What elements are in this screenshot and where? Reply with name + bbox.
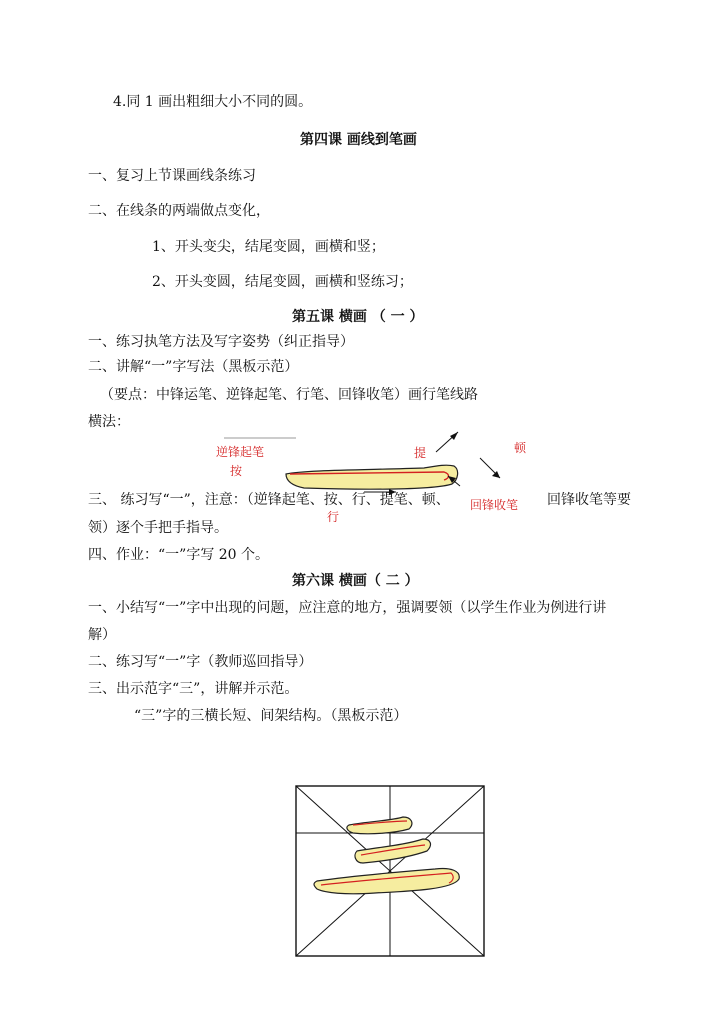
lesson5-item3-end: 回锋收笔等要 bbox=[547, 492, 631, 508]
lesson6-item3: 三、出示范字“三”，讲解并示范。 bbox=[88, 681, 299, 697]
heng-stroke-shape bbox=[286, 465, 458, 489]
label-an: 按 bbox=[230, 464, 243, 478]
lesson5-item3-start: 三、 练习写“一”，注意：（逆锋起笔、按、行、提笔、顿、 bbox=[88, 492, 450, 508]
lesson6-item2: 二、练习写“一”字（教师巡回指导） bbox=[88, 654, 313, 670]
lesson5-item2: 二、讲解“一”字写法（黑板示范） bbox=[88, 359, 299, 375]
label-huifeng-shoubi: 回锋收笔 bbox=[470, 498, 519, 512]
lesson6-item1-line2: 解） bbox=[88, 627, 116, 643]
lesson6-item1-line1: 一、小结写“一”字中出现的问题，应注意的地方，强调要领（以学生作业为例进行讲 bbox=[88, 600, 607, 616]
lesson5-item3-cont: 领）逐个手把手指导。 bbox=[88, 520, 228, 536]
lesson4-item2: 二、在线条的两端做点变化， bbox=[88, 203, 270, 219]
lesson6-note: “三”字的三横长短、间架结构。（黑板示范） bbox=[134, 708, 408, 724]
mi-grid-san bbox=[295, 785, 485, 957]
heng-label: 横法： bbox=[88, 414, 130, 430]
lesson4-item1: 一、复习上节课画线条练习 bbox=[88, 168, 256, 184]
lesson5-item4: 四、作业：“一”字写 20 个。 bbox=[88, 547, 270, 563]
lesson5-note: （要点：中锋运笔、逆锋起笔、行笔、回锋收笔）画行笔线路 bbox=[100, 387, 478, 403]
lesson6-title: 第六课 横画（ 二 ） bbox=[292, 573, 419, 589]
label-ti: 提 bbox=[414, 446, 427, 460]
lesson5-title: 第五课 横画 （ 一 ） bbox=[292, 309, 424, 325]
label-dun: 顿 bbox=[514, 441, 527, 455]
label-nifeng-qibi: 逆锋起笔 bbox=[216, 445, 265, 459]
item-4-circles: 4.同 1 画出粗细大小不同的圆。 bbox=[113, 94, 313, 110]
label-xing: 行 bbox=[327, 510, 340, 524]
lesson4-sub1: 1、开头变尖，结尾变圆，画横和竖； bbox=[152, 239, 385, 255]
lesson4-sub2: 2、开头变圆，结尾变圆，画横和竖练习； bbox=[152, 274, 413, 290]
lesson5-item1: 一、练习执笔方法及写字姿势（纠正指导） bbox=[88, 334, 354, 350]
lesson4-title: 第四课 画线到笔画 bbox=[300, 132, 417, 148]
